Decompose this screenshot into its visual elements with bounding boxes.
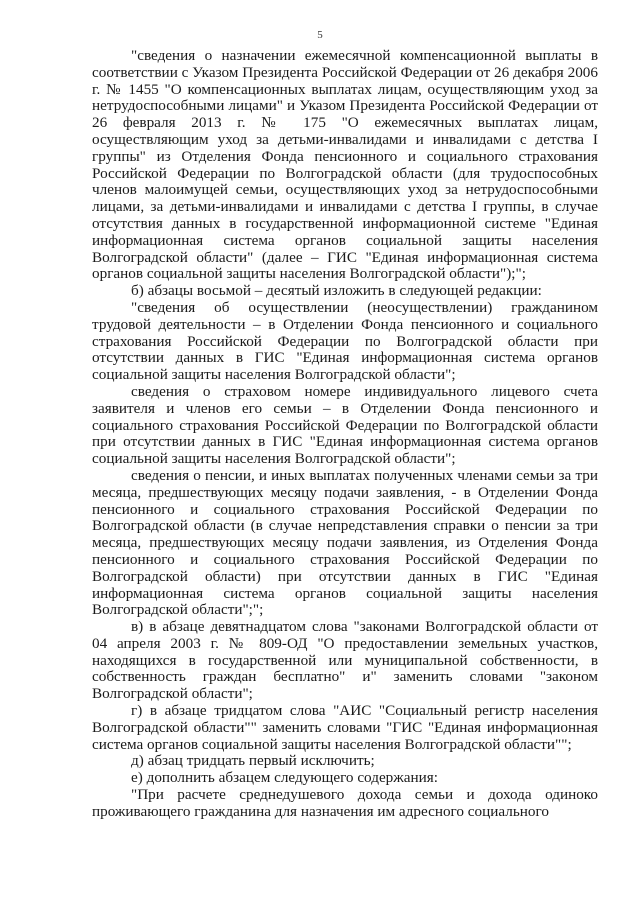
paragraph-5: сведения о пенсии, и иных выплатах полученных членами семьи за три месяца, предшествующих месяцу подачи заявления, - в Отделении Фонда пенсионного и социального страхования Российской Федерации по Волгоградской области (в случае непредставления справки о пенсии за три месяца, предшествующих месяцу подачи заявления, из Отделения Фонда пенсионного и социального страхования Российской Федерации по Волгоградской области) при отсутствии данных в ГИС "Единая информационная система органов социальной защиты населения Волгоградской области";"; xyxy=(92,466,598,619)
paragraph-1: "сведения о назначении ежемесячной компенсационной выплаты в соответствии с Указом Президента Российской Федерации от 26 декабря 2006 г. № 1455 "О компенсационных выплатах лицам, осуществляющим уход за нетрудоспособными лицами" и Указом Президента Российской Федерации от 26 февраля 2013 г. № 175 "О ежемесячных выплатах лицам, осуществляющим уход за детьми-инвалидами и инвалидами с детства I группы" из Отделения Фонда пенсионного и социального страхования Российской Федерации по Волгоградской области (для трудоспособных членов малоимущей семьи, осуществляющих уход за нетрудоспособными лицами, за детьми-инвалидами и инвалидами с детства I группы, в случае отсутствия данных в государственной информационной системе "Единая информационная система органов социальной защиты населения Волгоградской области" (далее – ГИС "Единая информационная система органов социальной защиты населения Волгоградской области");"; xyxy=(92,47,598,283)
paragraph-8: д) абзац тридцать первый исключить; xyxy=(131,752,375,770)
paragraph-7: г) в абзаце тридцатом слова "АИС "Социальный регистр населения Волгоградской области"" заменить словами "ГИС "Единая информационная система органов социальной защиты населения Волгоградской области""; xyxy=(92,702,598,753)
paragraph-10: "При расчете среднедушевого дохода семьи и дохода одиноко проживающего гражданина для назначения им адресного социального xyxy=(92,786,598,820)
body-text xyxy=(92,48,598,821)
paragraph-6: в) в абзаце девятнадцатом слова "законами Волгоградской области от 04 апреля 2003 г. № 809-ОД "О предоставлении земельных участков, находящихся в государственной или муниципальной собственности, в собственность граждан бесплатно" и" заменить словами "законом Волгоградской области"; xyxy=(92,618,598,703)
page-number: 5 xyxy=(317,29,323,41)
paragraph-4: сведения о страховом номере индивидуального лицевого счета заявителя и членов его семьи – в Отделении Фонда пенсионного и социального страхования Российской Федерации по Волгоградской области при отсутствии данных в ГИС "Единая информационная система органов социальной защиты населения Волгоградской области"; xyxy=(92,382,598,468)
paragraph-2: б) абзацы восьмой – десятый изложить в следующей редакции: xyxy=(131,282,542,300)
paragraph-9: е) дополнить абзацем следующего содержания: xyxy=(131,769,438,787)
paragraph-3: "сведения об осуществлении (неосуществлении) гражданином трудовой деятельности – в Отделении Фонда пенсионного и социального страхования Российской Федерации по Волгоградской области при отсутствии данных в ГИС "Единая информационная система органов социальной защиты населения Волгоградской области"; xyxy=(92,298,598,384)
